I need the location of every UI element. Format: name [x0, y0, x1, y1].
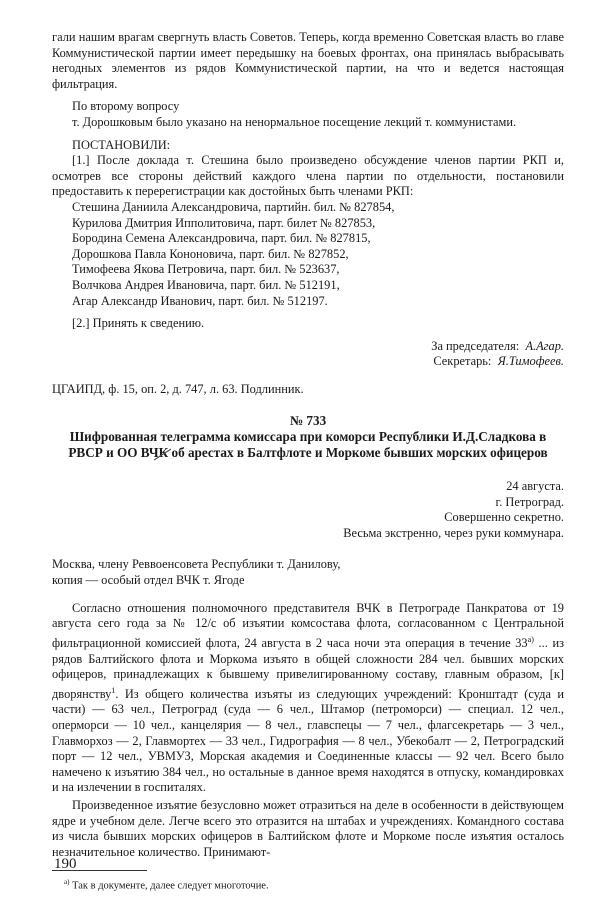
- signature-line: [52, 339, 564, 355]
- meta-place: г. Петроград.: [495, 494, 564, 509]
- document-number: № 733: [289, 413, 327, 429]
- signature-role: За председателя:: [431, 338, 520, 353]
- page-number: 190: [54, 856, 77, 872]
- footnote: [52, 876, 564, 893]
- signature-name: А.Агар.: [525, 338, 564, 353]
- pencil-mark-icon: [153, 447, 173, 461]
- resolution-1: [1.] После доклада т. Стешина было произведено обсуждение членов партии РКП и, осмотрев все стороны действий каждого члена партии по отдельности, постановили предоставить к перерегистрации как достойных быть членами РКП:: [52, 153, 564, 199]
- meta-secrecy: Совершенно секретно.: [444, 510, 564, 525]
- second-question-label: По второму вопросу: [72, 99, 180, 114]
- list-item: Стешина Даниила Александровича, партийн. бил. № 827854,: [72, 199, 395, 214]
- list-item: Тимофеева Якова Петровича, парт. бил. № 523637,: [72, 262, 340, 277]
- body-text: . Из общего количества изъяты из следующих учреждений: Кронштадт (суда и части) — 63 чел., Петроград (суда — 6 чел., Штамор (петроморси) — специал. 12 чел., оперморси — 10 чел., канцелярия — 8 чел., главспецы — 7 чел., флагсекретарь — 3 чел., Главморхоз — 2, Главмортех — 33 чел., Гидрография — 8 чел., Убекобалт — 2, Петроградский порт — 12 чел., УВМУЗ, Морская академия и Соединенные классы — 92 чел. Всего было намечено к изъятию 384 чел., но остальные в данное время находятся в отпуску, командировках и на излечении в госпиталях.: [52, 686, 564, 795]
- footnote-ref: а): [527, 634, 534, 644]
- addressee-line: Москва, члену Реввоенсовета Республики т. Данилову,: [52, 557, 341, 572]
- list-item: Волчкова Андрея Ивановича, парт. бил. № 512191,: [72, 277, 340, 292]
- list-item: Курилова Дмитрия Ипполитовича, парт. билет № 827853,: [72, 215, 376, 230]
- list-item: Бородина Семена Александровича, парт. бил. № 827815,: [72, 231, 371, 246]
- signature-role: Секретарь:: [433, 354, 492, 369]
- archive-reference: ЦГАИПД, ф. 15, оп. 2, д. 747, л. 63. Подлинник.: [52, 381, 304, 396]
- body-text: Согласно отношения полномочного представителя ВЧК в Петрограде Панкратова от 19 августа сего года за № 12/с об изъятии комсостава флота, согласованном с Центральной фильтрационной комиссией флота, 24 августа в 2 часа ночи эта операция в течение 33: [52, 600, 564, 650]
- footnote-text: Так в документе, далее следует многоточие.: [72, 880, 269, 892]
- continuation-paragraph: гали нашим врагам свергнуть власть Советов. Теперь, когда временно Советская власть во главе Коммунистической партии имеет передышку на боевых фронтах, она принялась выбрасывать негодных элементов из рядов Коммунистической партии, на что и ведется настоящая фильтрация.: [52, 30, 564, 91]
- document-meta: [52, 479, 564, 541]
- resolved-label: ПОСТАНОВИЛИ:: [72, 137, 171, 152]
- list-item: Дорошкова Павла Кононовича, парт. бил. № 827852,: [72, 246, 349, 261]
- signature-name: Я.Тимофеев.: [497, 354, 564, 369]
- signature-block: [52, 339, 564, 370]
- list-item: Агар Александр Иванович, парт. бил. № 512197.: [72, 293, 328, 308]
- meta-urgency: Весьма экстренно, через руки коммунара.: [343, 525, 564, 540]
- body-text: ... из рядов Балтийского флота и Моркома изъято в общей сложности 284 чел. бывших морских офицеров, принадлежащих к бывшему привелигированному составу, главным образом, [к] дворянству: [52, 635, 564, 701]
- footnote-mark: а): [64, 878, 70, 887]
- document-page: [52, 30, 564, 893]
- second-question-text: т. Дорошковым было указано на ненормальное посещение лекций т. коммунистами.: [72, 114, 517, 129]
- signature-line: [52, 354, 564, 370]
- member-list: [52, 200, 564, 309]
- addressee-block: [52, 557, 564, 588]
- document-title: Шифрованная телеграмма комиссара при коморси Республики И.Д.Сладкова в РВСР и ОО ВЧК об арестах в Балтфлоте и Моркоме бывших морских офицеров: [68, 429, 548, 461]
- body-paragraph-2: Произведенное изъятие безусловно может отразиться на деле в особенности в действующем ядре и учебном деле. Легче всего это отразится на штабах и учреждениях. Командного состава из числа бывших морских офицеров в Балтийском флоте и Моркоме после изъятия осталось незначительное количество. Принимают-: [52, 798, 564, 859]
- resolution-2: [2.] Принять к сведению.: [72, 316, 205, 331]
- body-paragraph-1: [52, 601, 564, 796]
- addressee-line: копия — особый отдел ВЧК т. Ягоде: [52, 573, 245, 588]
- note-ref: 1: [111, 685, 116, 695]
- meta-date: 24 августа.: [506, 479, 564, 494]
